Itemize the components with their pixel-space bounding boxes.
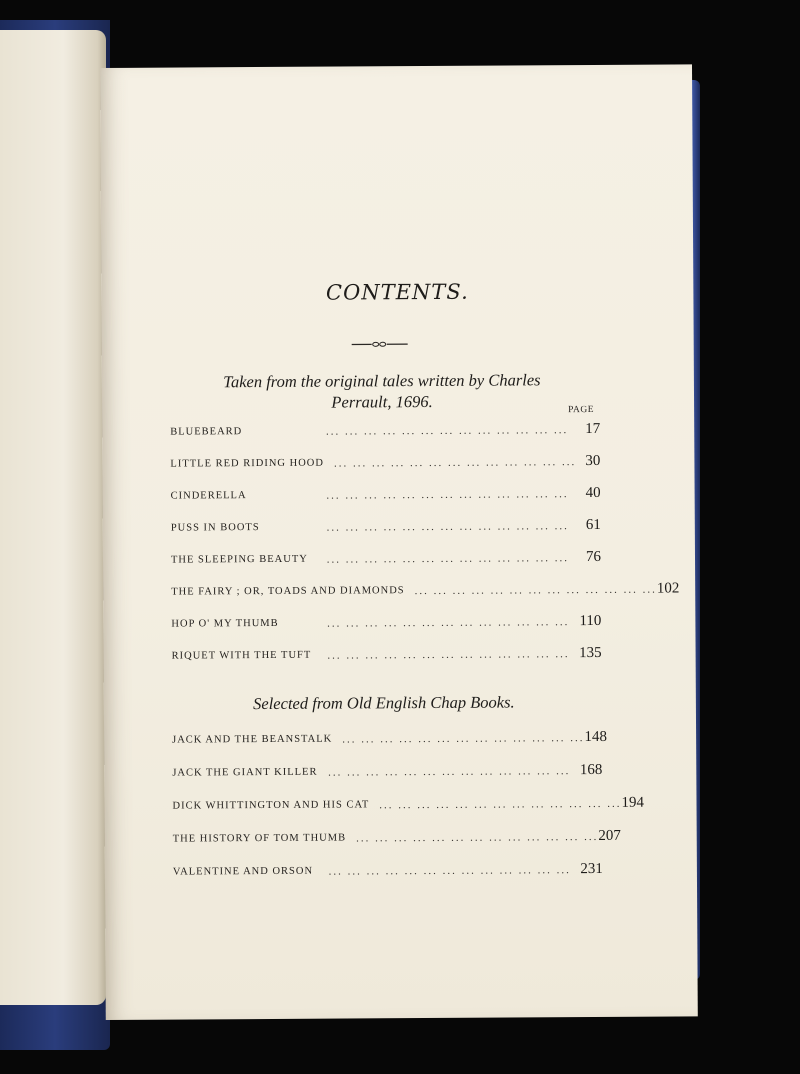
toc-entry[interactable] bbox=[171, 513, 601, 536]
entry-title: RIQUET WITH THE TUFT bbox=[171, 649, 312, 662]
dot-leader: ... ... ... ... ... ... ... ... ... ... ... ... ... bbox=[379, 797, 622, 812]
entry-page-number: 194 bbox=[621, 794, 645, 811]
toc-entry[interactable] bbox=[170, 449, 600, 472]
left-page bbox=[0, 30, 106, 1005]
toc-entry[interactable] bbox=[171, 577, 680, 600]
section-heading-line: Perrault, 1696. bbox=[331, 391, 433, 412]
entry-title: JACK THE GIANT KILLER bbox=[172, 766, 318, 779]
dot-leader: ... ... ... ... ... ... ... ... ... ... ... ... ... bbox=[326, 488, 569, 502]
section-heading-line: Taken from the original tales written by Charles bbox=[223, 370, 541, 392]
toc-entry[interactable] bbox=[172, 641, 602, 664]
section-heading-perrault bbox=[192, 369, 572, 413]
entry-page-number: 148 bbox=[584, 728, 608, 746]
toc-entry[interactable] bbox=[171, 609, 601, 632]
entry-page-number: 40 bbox=[585, 484, 601, 502]
dot-leader: ... ... ... ... ... ... ... ... ... ... ... ... ... bbox=[342, 732, 585, 746]
toc-entry[interactable] bbox=[172, 791, 645, 814]
entry-title: VALENTINE AND ORSON bbox=[172, 865, 314, 878]
dot-leader: ... ... ... ... ... ... ... ... ... ... ... ... ... bbox=[326, 552, 570, 566]
entry-page-number: 30 bbox=[585, 452, 601, 470]
entry-page-number: 135 bbox=[579, 644, 602, 662]
entry-page-number: 168 bbox=[579, 761, 603, 779]
toc-entry[interactable] bbox=[173, 857, 603, 880]
toc-entry[interactable] bbox=[171, 545, 601, 568]
entry-page-number: 17 bbox=[585, 420, 601, 438]
dot-leader: ... ... ... ... ... ... ... ... ... ... ... ... ... bbox=[356, 830, 599, 845]
toc-entry[interactable] bbox=[171, 481, 601, 504]
contents-page bbox=[100, 64, 698, 1020]
dot-leader: ... ... ... ... ... ... ... ... ... ... ... ... ... bbox=[414, 583, 657, 598]
entry-page-number: 207 bbox=[598, 827, 621, 844]
section-heading-line: Selected from Old English Chap Books. bbox=[253, 692, 515, 714]
page-column-label: PAGE bbox=[568, 404, 595, 416]
section-heading-chap-books bbox=[194, 691, 574, 714]
dot-leader: ... ... ... ... ... ... ... ... ... ... ... ... ... bbox=[327, 648, 570, 662]
entry-page-number: 61 bbox=[585, 516, 601, 534]
dot-leader: ... ... ... ... ... ... ... ... ... ... ... ... ... bbox=[327, 616, 570, 630]
ornament-divider bbox=[352, 340, 408, 348]
entry-title: BLUEBEARD bbox=[170, 426, 243, 438]
toc-entry[interactable] bbox=[172, 725, 608, 748]
entry-title: HOP O' MY THUMB bbox=[171, 617, 279, 630]
toc-entry[interactable] bbox=[170, 417, 600, 440]
entry-page-number: 102 bbox=[656, 580, 680, 597]
entry-page-number: 110 bbox=[579, 612, 602, 630]
entry-title: LITTLE RED RIDING HOOD bbox=[170, 457, 324, 470]
dot-leader: ... ... ... ... ... ... ... ... ... ... ... ... ... bbox=[328, 765, 571, 779]
dot-leader: ... ... ... ... ... ... ... ... ... ... ... ... ... bbox=[333, 456, 577, 470]
toc-entry[interactable] bbox=[172, 758, 602, 781]
toc-entry[interactable] bbox=[172, 824, 621, 847]
page-title: CONTENTS. bbox=[325, 279, 469, 305]
entry-page-number: 231 bbox=[580, 860, 603, 878]
entry-title: THE SLEEPING BEAUTY bbox=[170, 553, 308, 566]
entry-page-number: 76 bbox=[585, 548, 602, 566]
entry-title: DICK WHITTINGTON AND HIS CAT bbox=[172, 799, 370, 812]
dot-leader: ... ... ... ... ... ... ... ... ... ... ... ... ... bbox=[325, 424, 569, 438]
entry-title: CINDERELLA bbox=[170, 490, 247, 502]
dot-leader: ... ... ... ... ... ... ... ... ... ... ... ... ... bbox=[326, 520, 569, 534]
dot-leader: ... ... ... ... ... ... ... ... ... ... ... ... ... bbox=[328, 864, 571, 878]
entry-title: THE FAIRY ; OR, TOADS AND DIAMONDS bbox=[171, 585, 405, 598]
entry-title: JACK AND THE BEANSTALK bbox=[172, 733, 333, 746]
entry-title: PUSS IN BOOTS bbox=[170, 522, 260, 534]
entry-title: THE HISTORY OF TOM THUMB bbox=[172, 832, 347, 845]
